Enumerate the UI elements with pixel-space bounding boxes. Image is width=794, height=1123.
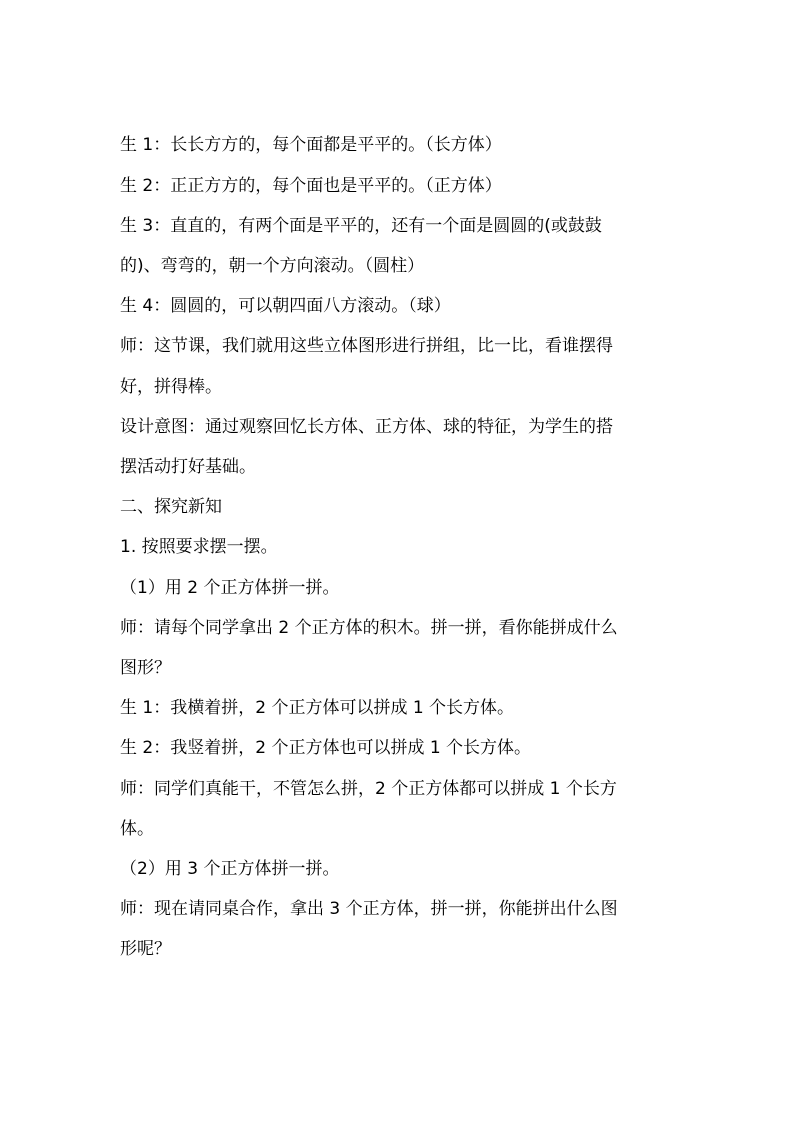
text-line: 体。	[120, 819, 154, 839]
text-line: 师：这节课，我们就用这些立体图形进行拼组，比一比，看谁摆得	[120, 336, 613, 356]
text-line: 生 2：正正方方的，每个面也是平平的。（正方体）	[120, 176, 502, 196]
text-line: 生 3：直直的，有两个面是平平的，还有一个面是圆圆的(或鼓鼓	[120, 216, 602, 236]
text-line: 的)、弯弯的，朝一个方向滚动。（圆柱）	[120, 256, 425, 276]
text-line: 师：同学们真能干，不管怎么拼，2 个正方体都可以拼成 1 个长方	[120, 779, 617, 799]
text-line: 生 2：我竖着拼，2 个正方体也可以拼成 1 个长方体。	[120, 738, 532, 758]
text-line: 好，拼得棒。	[120, 377, 222, 397]
sub-item: （1）用 2 个正方体拼一拼。	[120, 578, 340, 598]
text-line: 形呢？	[120, 939, 171, 959]
text-line: 图形？	[120, 658, 171, 678]
document-body	[120, 131, 680, 963]
text-line: 摆活动打好基础。	[120, 457, 256, 477]
text-line: 设计意图：通过观察回忆长方体、正方体、球的特征，为学生的搭	[120, 417, 613, 437]
numbered-item: 1. 按照要求摆一摆。	[120, 537, 278, 557]
text-line: 师：现在请同桌合作，拿出 3 个正方体，拼一拼，你能拼出什么图	[120, 899, 618, 919]
text-line: 生 1：长长方方的，每个面都是平平的。（长方体）	[120, 135, 502, 155]
text-line: 生 1：我横着拼，2 个正方体可以拼成 1 个长方体。	[120, 698, 515, 718]
sub-item: （2）用 3 个正方体拼一拼。	[120, 859, 340, 879]
section-heading: 二、探究新知	[120, 497, 222, 517]
text-line: 师：请每个同学拿出 2 个正方体的积木。拼一拼，看你能拼成什么	[120, 618, 618, 638]
text-line: 生 4：圆圆的，可以朝四面八方滚动。（球）	[120, 296, 451, 316]
